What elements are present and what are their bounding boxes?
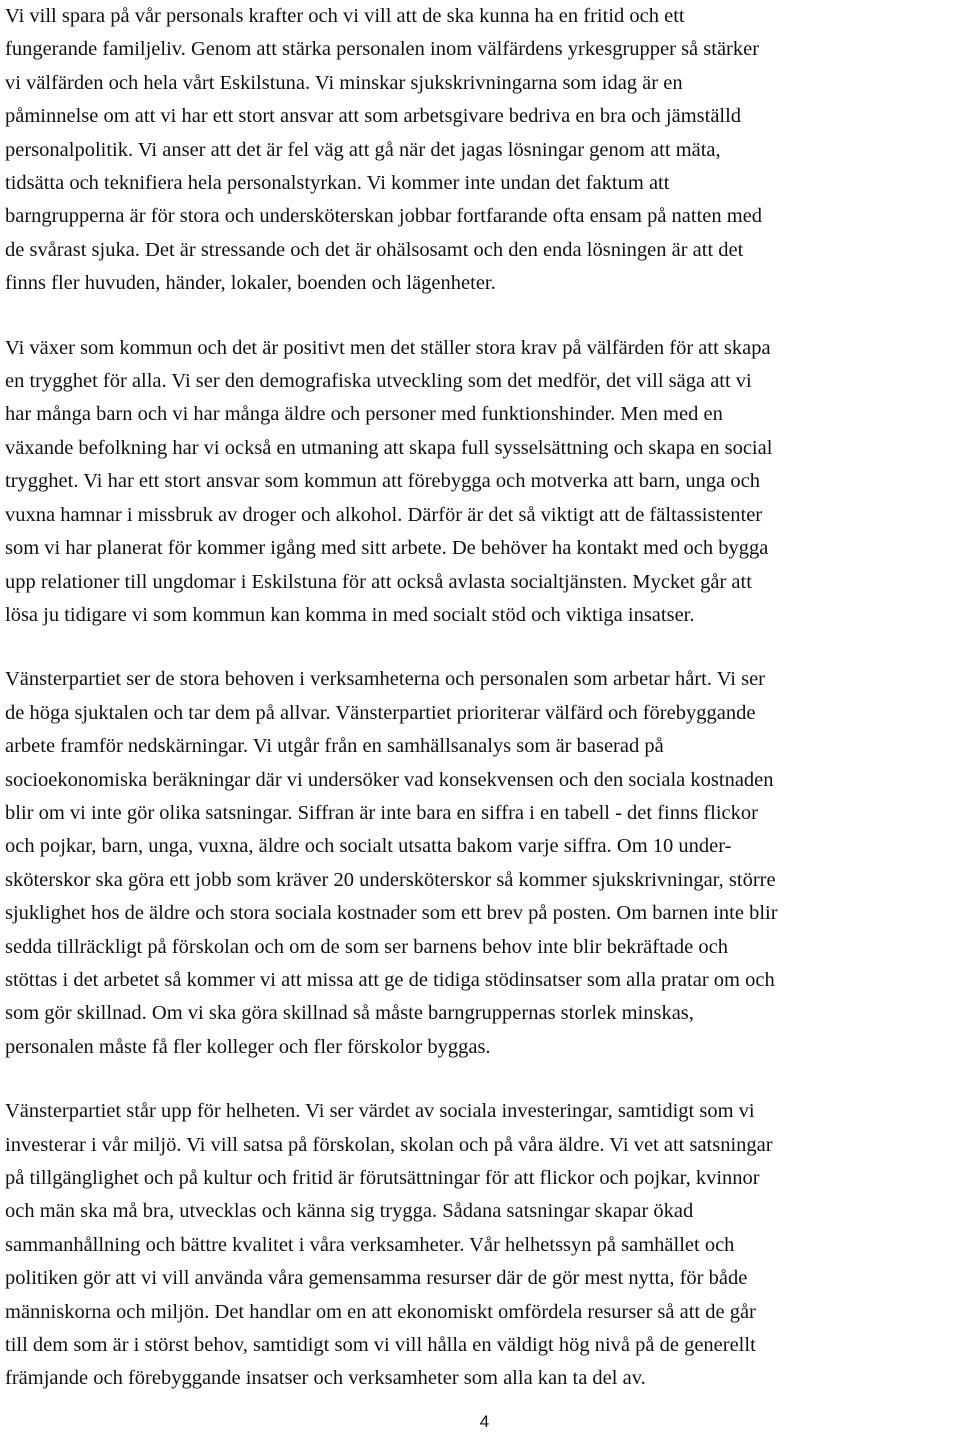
document-page <box>5 0 957 1396</box>
page-number: 4 <box>479 1412 490 1431</box>
paragraph-holistic-view: Vänsterpartiet står upp för helheten. Vi ser värdet av sociala investeringar, samtidigt som vi investerar i vår miljö. Vi vill satsa på förskolan, skolan och på våra äldre. Vi vet att satsningar på tillgänglighet och på kultur och fritid är förutsättningar för att flickor och pojkar, kvinnor och män ska må bra, utvecklas och känna sig trygga. Sådana satsningar skapar ökad sammanhållning och bättre kvalitet i våra verksamheter. Vår helhetssyn på samhället och politiken gör att vi vill använda våra gemensamma resurser där de gör mest nytta, för både människorna och miljön. Det handlar om en att ekonomiskt omfördela resurser så att de går till dem som är i störst behov, samtidigt som vi vill hålla en väldigt hög nivå på de generellt främjande och förebyggande insatser och verksamheter som alla kan ta del av. <box>5 1100 773 1390</box>
paragraph-prevention-priorities: Vänsterpartiet ser de stora behoven i verksamheterna och personalen som arbetar hårt. Vi ser de höga sjuktalen och tar dem på allvar. Vänsterpartiet prioriterar välfärd och förebyggande arbete framför nedskärningar. Vi utgår från en samhällsanalys som är baserad på socioekonomiska beräkningar där vi undersöker vad konsekvensen och den sociala kostnaden blir om vi inte gör olika satsningar. Siffran är inte bara en siffra i en tabell - det finns flickor och pojkar, barn, unga, vuxna, äldre och socialt utsatta bakom varje siffra. Om 10 under- sköterskor ska göra ett jobb som kräver 20 undersköterskor så kommer sjukskrivningar, större sjuklighet hos de äldre och stora sociala kostnader som ett brev på posten. Om barnen inte blir sedda tillräckligt på förskolan och om de som ser barnens behov inte blir bekräftade och stöttas i det arbetet så kommer vi att missa att ge de tidiga stödinsatser som alla pratar om och som gör skillnad. Om vi ska göra skillnad så måste barngruppernas storlek minskas, personalen måste få fler kolleger och fler förskolor byggas. <box>5 668 778 1058</box>
paragraph-municipal-growth: Vi växer som kommun och det är positivt men det ställer stora krav på välfärden för att skapa en trygghet för alla. Vi ser den demografiska utveckling som det medför, det vill säga att vi har många barn och vi har många äldre och personer med funktionshinder. Men med en växande befolkning har vi också en utmaning att skapa full sysselsättning och skapa en social trygghet. Vi har ett stort ansvar som kommun att förebygga och motverka att barn, unga och vuxna hamnar i missbruk av droger och alkohol. Därför är det så viktigt att de fältassistenter som vi har planerat för kommer igång med sitt arbete. De behöver ha kontakt med och bygga upp relationer till ungdomar i Eskilstuna för att också avlasta socialtjänsten. Mycket går att lösa ju tidigare vi som kommun kan komma in med socialt stöd och viktiga insatser. <box>5 336 773 626</box>
paragraph-staff-wellbeing: Vi vill spara på vår personals krafter och vi vill att de ska kunna ha en fritid och ett fungerande familjeliv. Genom att stärka personalen inom välfärdens yrkesgrupper så stärker vi välfärden och hela vårt Eskilstuna. Vi minskar sjukskrivningarna som idag är en påminnelse om att vi har ett stort ansvar att som arbetsgivare bedriva en bra och jämställd personalpolitik. Vi anser att det är fel väg att gå när det jagas lösningar genom att mäta, tidsätta och teknifiera hela personalstyrkan. Vi kommer inte undan det faktum att barngrupperna är för stora och undersköterskan jobbar fortfarande ofta ensam på natten med de svårast sjuka. Det är stressande och det är ohälsosamt och den enda lösningen är att det finns fler huvuden, händer, lokaler, boenden och lägenheter. <box>5 5 763 295</box>
